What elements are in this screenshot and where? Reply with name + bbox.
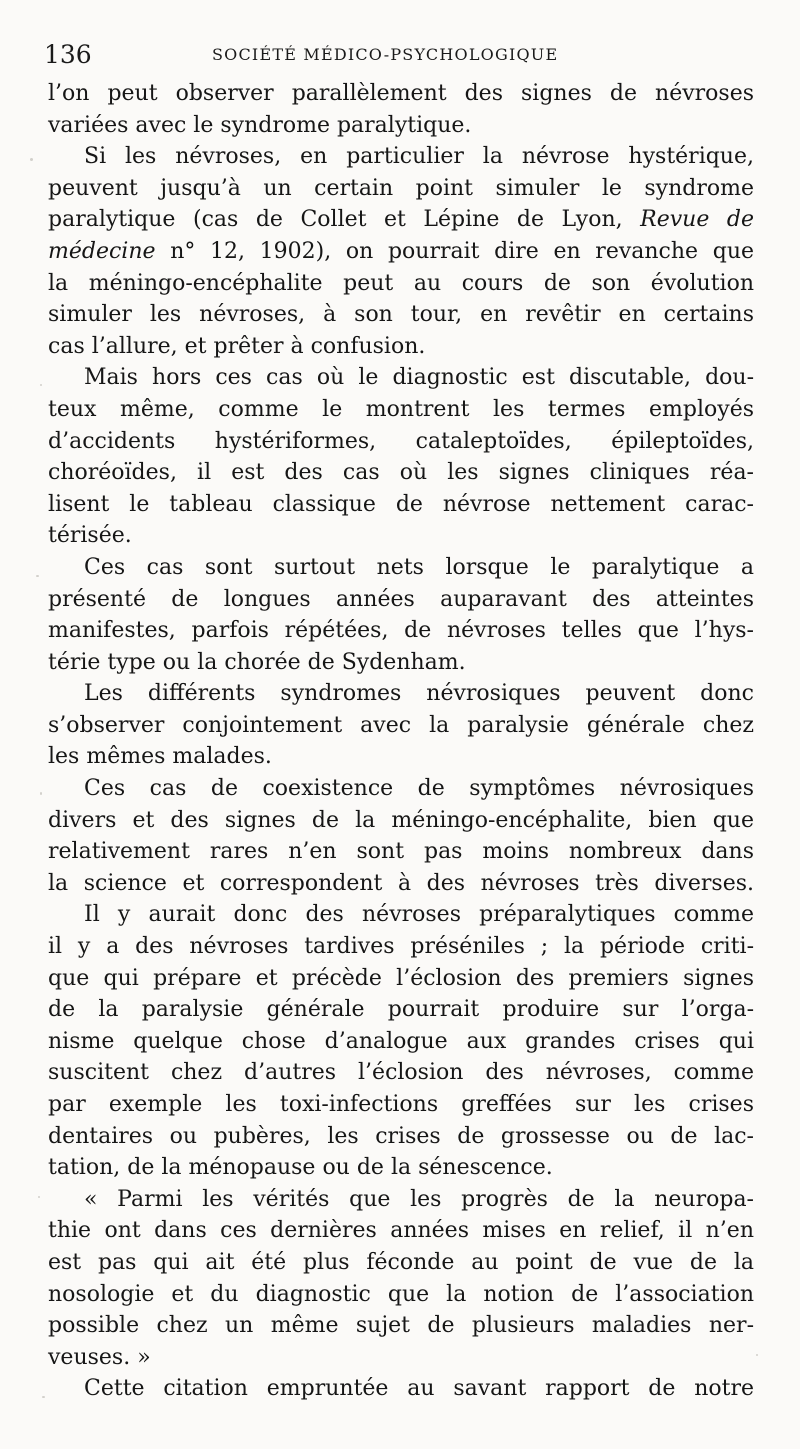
paper-speck	[36, 575, 39, 577]
running-title: SOCIÉTÉ MÉDICO-PSYCHOLOGIQUE	[212, 45, 559, 64]
text-line: teux même, comme le montrent les termes employés	[48, 396, 754, 422]
text-line: choréoïdes, il est des cas où les signes cliniques réa-	[48, 460, 754, 486]
text-line: la science et correspondent à des névroses très diverses.	[48, 870, 754, 896]
text-line-with-citation	[48, 236, 754, 268]
text-line: divers et des signes de la méningo-encéphalite, bien que	[48, 807, 754, 833]
page-number: 136	[44, 40, 92, 69]
text-line: Si les névroses, en particulier la névrose hystérique,	[84, 144, 754, 170]
journal-title: Revue de	[640, 207, 754, 233]
text-line: cas l’allure, et prêter à confusion.	[48, 333, 426, 359]
text-line: d’accidents hystériformes, cataleptoïdes, épileptoïdes,	[48, 428, 754, 454]
text-line: par exemple les toxi-infections greffées sur les crises	[48, 1092, 754, 1117]
text-line: térisée.	[48, 523, 132, 549]
text-line: variées avec le syndrome paralytique.	[48, 112, 472, 138]
text-line: thie ont dans ces dernières années mises en relief, il n’en	[48, 1218, 754, 1244]
text-line: peuvent jusqu’à un certain point simuler le syndrome	[48, 175, 754, 201]
text-line-with-citation	[48, 204, 754, 236]
paper-speck	[756, 1354, 758, 1356]
text-line: nosologie et du diagnostic que la notion de l’association	[48, 1281, 754, 1307]
text-line: Il y aurait donc des névroses préparalytiques comme	[84, 902, 754, 928]
text-line: Ces cas de coexistence de symptômes névrosiques	[84, 776, 754, 802]
running-head	[44, 38, 756, 72]
text-line: Cette citation empruntée au savant rapport de notre	[84, 1376, 754, 1402]
text-line: tation, de la ménopause ou de la sénescence.	[48, 1155, 553, 1181]
paper-speck	[42, 1396, 45, 1398]
citation-text: n° 12, 1902), on pourrait dire en revanche que	[170, 238, 755, 264]
text-line: Les différents syndromes névrosiques peuvent donc	[84, 681, 754, 707]
paper-speck	[40, 792, 42, 795]
citation-text: paralytique (cas de Collet et Lépine de Lyon,	[48, 207, 623, 233]
text-line: lisent le tableau classique de névrose nettement carac-	[48, 491, 754, 517]
text-line: térie type ou la chorée de Sydenham.	[48, 649, 466, 675]
text-line: relativement rares n’en sont pas moins nombreux dans	[48, 839, 754, 865]
text-line: suscitent chez d’autres l’éclosion des névroses, comme	[48, 1060, 754, 1086]
text-line: les mêmes malades.	[48, 744, 272, 770]
text-line: veuses. »	[48, 1344, 151, 1370]
text-line: est pas qui ait été plus féconde au point de vue de la	[48, 1249, 754, 1275]
text-line: « Parmi les vérités que les progrès de la neuropa-	[84, 1186, 754, 1212]
text-line: nisme quelque chose d’analogue aux grandes crises qui	[48, 1028, 754, 1054]
text-line: que qui prépare et précède l’éclosion des premiers signes	[48, 965, 754, 991]
journal-title-continued: médecine	[48, 238, 156, 264]
text-line: Mais hors ces cas où le diagnostic est discutable, dou-	[84, 365, 754, 391]
text-line: de la paralysie générale pourrait produire sur l’orga-	[48, 997, 754, 1023]
text-line: dentaires ou pubères, les crises de grossesse ou de lac-	[48, 1123, 754, 1149]
text-line: simuler les névroses, à son tour, en revêtir en certains	[48, 302, 754, 328]
text-line: s’observer conjointement avec la paralysie générale chez	[48, 712, 754, 738]
paper-speck	[38, 1196, 40, 1198]
text-line: manifestes, parfois répétées, de névroses telles que l’hys-	[48, 618, 754, 644]
text-line: présenté de longues années auparavant des atteintes	[48, 586, 754, 612]
text-line: la méningo-encéphalite peut au cours de son évolution	[48, 270, 754, 296]
body-text	[48, 78, 754, 1405]
paper-speck	[30, 158, 33, 161]
text-line: il y a des névroses tardives préséniles ; la période criti-	[48, 934, 754, 960]
text-line: l’on peut observer parallèlement des signes de névroses	[48, 81, 754, 106]
text-line: Ces cas sont surtout nets lorsque le paralytique a	[84, 554, 754, 580]
paper-speck	[40, 384, 42, 386]
text-line: possible chez un même sujet de plusieurs maladies ner-	[48, 1313, 754, 1339]
